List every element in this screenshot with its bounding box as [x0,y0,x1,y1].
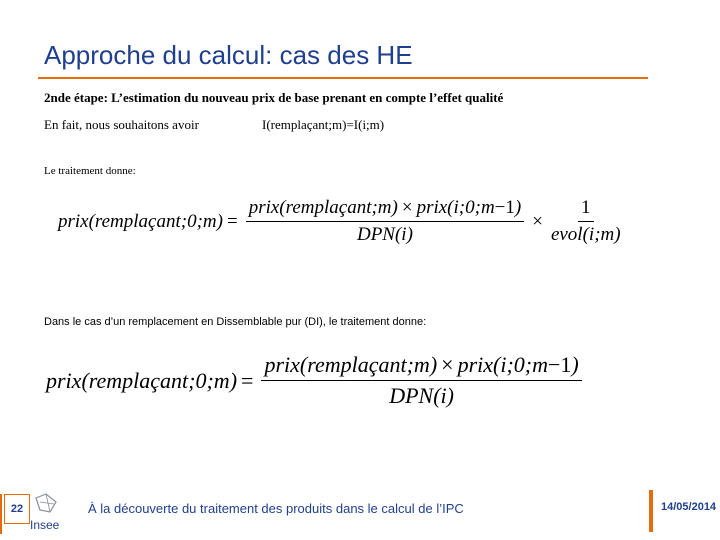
formula-1-minus: − [494,197,506,218]
formula-2-minus: − [548,352,561,377]
formula-2-times: × [441,352,454,377]
treatment-intro-2: Dans le cas d’un remplacement en Dissemblable pur (DI), le traitement donne: [44,316,427,328]
formula-1 [58,197,625,246]
treatment-intro-1: Le traitement donne: [44,165,136,177]
formula-1-lhs: prix(remplaçant;0;m) [58,210,223,232]
footer-separator [649,490,653,532]
formula-1-denominator: DPN(i) [356,224,413,245]
formula-1-equals: = [226,210,238,232]
formula-1-fraction-2-denominator: evol(i;m) [550,224,621,245]
formula-2-close: ) [571,352,579,377]
formula-1-numerator [246,197,525,222]
formula-1-close: ) [514,197,522,218]
formula-2-fraction [261,352,581,409]
formula-1-fraction-1 [246,197,525,246]
formula-1-fraction-2-numerator: 1 [578,197,594,222]
formula-1-num-b: prix(i;0;m [416,197,495,218]
formula-1-times-2: × [532,210,543,232]
formula-2-denominator: DPN(i) [389,383,454,408]
formula-2-equals: = [241,367,254,393]
slide-title: Approche du calcul: cas des HE [44,40,413,70]
footer-caption: À la découverte du traitement des produits dans le calcul de l’IPC [88,501,464,516]
formula-1-fraction-2 [551,197,621,246]
goal-text: En fait, nous souhaitons avoir [44,117,199,132]
title-underline [38,77,648,79]
formula-2-lhs: prix(remplaçant;0;m) [46,367,238,393]
formula-1-num-a: prix(remplaçant;m) [248,197,398,218]
page-number: 22 [4,494,30,524]
slide-subtitle: 2nde étape: L’estimation du nouveau prix de base prenant en compte l’effet qualité [44,90,504,105]
formula-2-numerator [261,352,581,381]
formula-2-one: 1 [560,352,572,377]
formula-2-num-a: prix(remplaçant;m) [264,352,438,377]
formula-2 [46,352,586,409]
footer-date: 14/05/2014 [661,501,717,513]
formula-1-one: 1 [505,197,515,218]
footer-left-rule [0,494,2,534]
insee-logo-text: Insee [30,518,60,532]
formula-2-num-b: prix(i;0;m [457,352,548,377]
formula-1-times: × [401,197,413,218]
goal-equation: I(remplaçant;m)=I(i;m) [262,117,385,132]
